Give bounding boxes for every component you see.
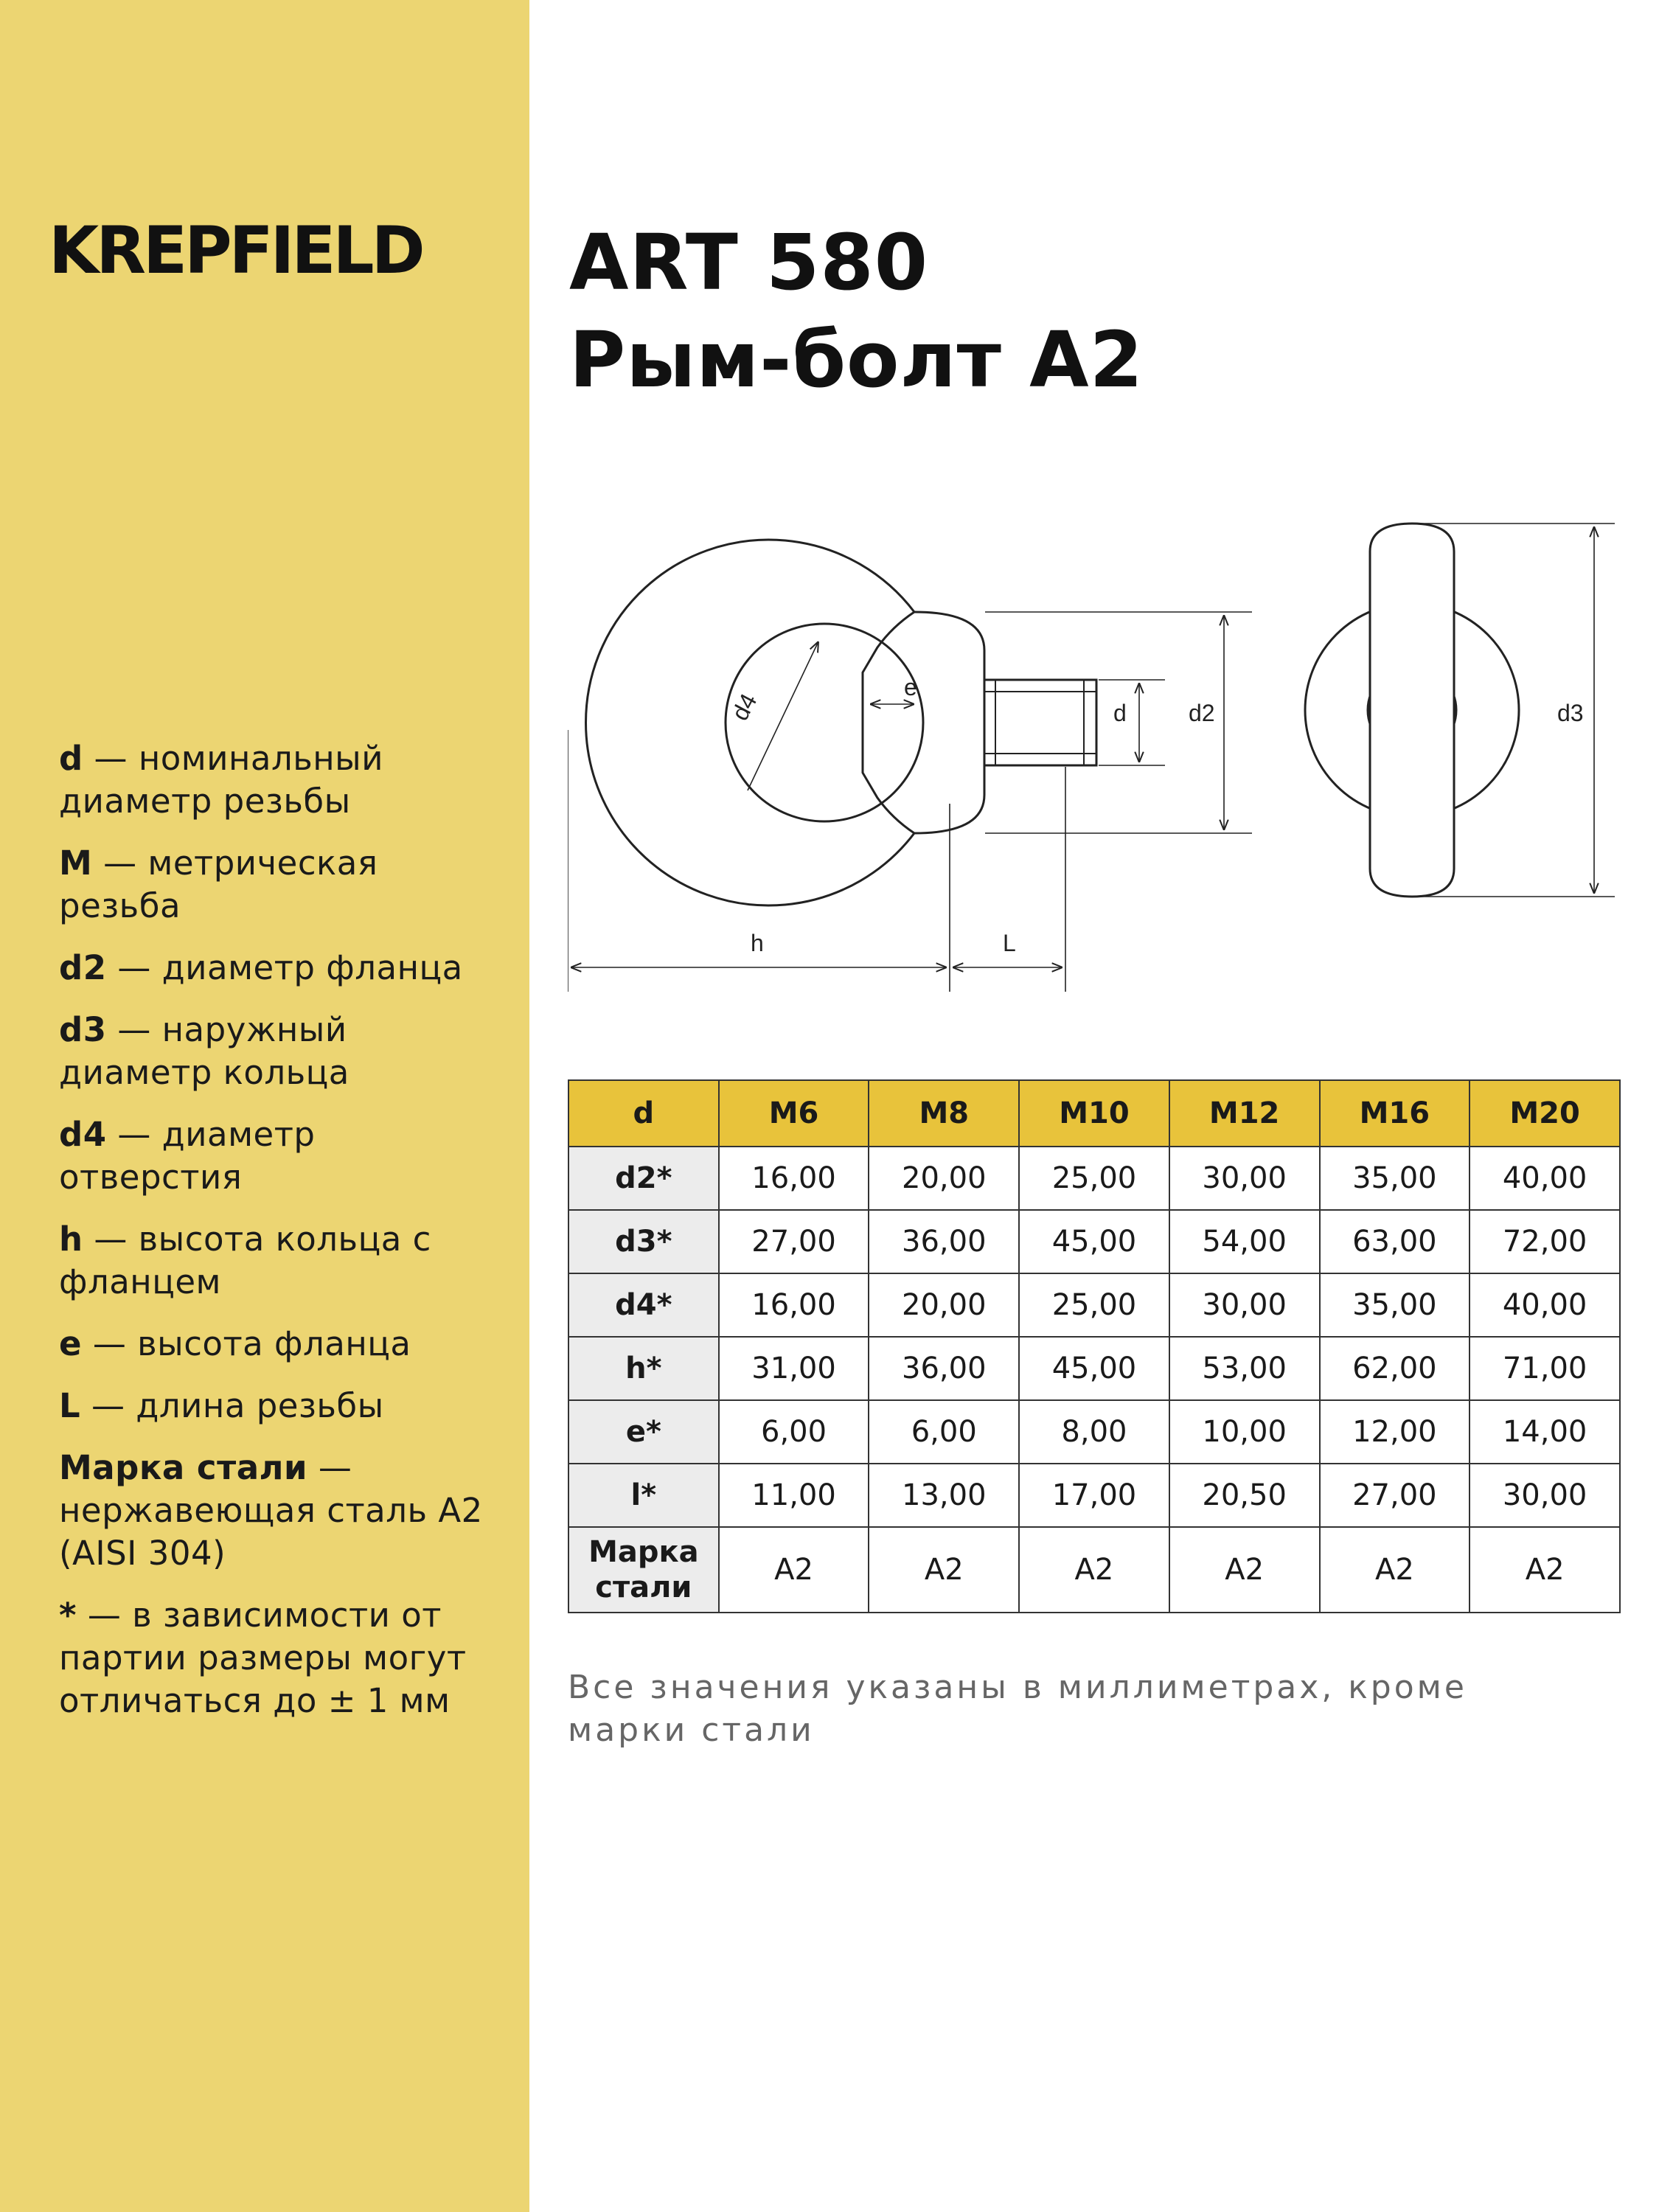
table-header-row <box>568 1080 1620 1147</box>
table-cell: 63,00 <box>1320 1210 1470 1273</box>
table-cell: 14,00 <box>1470 1400 1620 1464</box>
table-cell: 12,00 <box>1320 1400 1470 1464</box>
legend-item: d4 — диаметр отверстия <box>59 1115 316 1197</box>
table-cell: 11,00 <box>719 1464 869 1527</box>
label-d3: d3 <box>1557 700 1584 726</box>
table-cell: 20,00 <box>869 1273 1019 1337</box>
table-cell: 36,00 <box>869 1210 1019 1273</box>
legend-item: d3 — наружный диаметр кольца <box>59 1010 349 1092</box>
ring-hole <box>726 624 923 821</box>
header-cell: M10 <box>1019 1080 1169 1147</box>
header-cell: M20 <box>1470 1080 1620 1147</box>
table-cell: 27,00 <box>1320 1464 1470 1527</box>
table-row <box>568 1147 1620 1210</box>
legend-item: M — метрическая резьба <box>59 844 378 925</box>
spec-table <box>568 1079 1621 1613</box>
table-cell: 72,00 <box>1470 1210 1620 1273</box>
table-cell: 30,00 <box>1169 1273 1320 1337</box>
legend-item: L — длина резьбы <box>59 1386 384 1425</box>
row-header-cell: Марка стали <box>568 1527 719 1613</box>
table-cell: 45,00 <box>1019 1337 1169 1400</box>
legend-item: Марка стали — нержавеющая сталь A2 (AISI 304) <box>59 1448 483 1573</box>
table-row <box>568 1273 1620 1337</box>
table-cell: 36,00 <box>869 1337 1019 1400</box>
table-cell: 6,00 <box>719 1400 869 1464</box>
title-product: Рым-болт A2 <box>569 315 1144 405</box>
table-cell: 16,00 <box>719 1147 869 1210</box>
header-cell: d <box>568 1080 719 1147</box>
table-cell: 17,00 <box>1019 1464 1169 1527</box>
legend-item: d2 — диаметр фланца <box>59 948 463 987</box>
table-cell: 54,00 <box>1169 1210 1320 1273</box>
stud <box>984 680 1096 765</box>
label-e: e <box>904 674 917 700</box>
table-row <box>568 1527 1620 1613</box>
side-ring <box>1370 524 1454 897</box>
label-d: d <box>1113 700 1127 726</box>
table-cell: A2 <box>719 1527 869 1613</box>
page-title <box>569 214 1144 408</box>
label-d2: d2 <box>1189 700 1215 726</box>
table-cell: 20,50 <box>1169 1464 1320 1527</box>
table-cell: 35,00 <box>1320 1147 1470 1210</box>
row-header-cell: d4* <box>568 1273 719 1337</box>
units-note: Все значения указаны в миллиметрах, кроме марки стали <box>568 1669 1467 1749</box>
row-header-cell: l* <box>568 1464 719 1527</box>
legend-item: * — в зависимости от партии размеры могут отличаться до ± 1 мм <box>59 1596 467 1720</box>
table-row <box>568 1337 1620 1400</box>
table-cell: 27,00 <box>719 1210 869 1273</box>
table-cell: 16,00 <box>719 1273 869 1337</box>
table-cell: 31,00 <box>719 1337 869 1400</box>
legend-list <box>59 737 501 1742</box>
table-cell: 35,00 <box>1320 1273 1470 1337</box>
brand-logo: KREPFIELD <box>49 212 422 288</box>
legend-item: d — номинальный диаметр резьбы <box>59 739 383 821</box>
row-header-cell: h* <box>568 1337 719 1400</box>
table-cell: 30,00 <box>1470 1464 1620 1527</box>
table-cell: 40,00 <box>1470 1273 1620 1337</box>
table-cell: 71,00 <box>1470 1337 1620 1400</box>
table-cell: A2 <box>1470 1527 1620 1613</box>
label-L: L <box>1003 930 1016 956</box>
header-cell: M8 <box>869 1080 1019 1147</box>
legend-item: e — высота фланца <box>59 1324 411 1363</box>
table-cell: A2 <box>1320 1527 1470 1613</box>
table-cell: A2 <box>1019 1527 1169 1613</box>
table-cell: 8,00 <box>1019 1400 1169 1464</box>
row-header-cell: d2* <box>568 1147 719 1210</box>
table-cell: A2 <box>1169 1527 1320 1613</box>
table-cell: 20,00 <box>869 1147 1019 1210</box>
table-row <box>568 1400 1620 1464</box>
label-d4: d4 <box>726 689 762 725</box>
table-cell: 6,00 <box>869 1400 1019 1464</box>
table-cell: 40,00 <box>1470 1147 1620 1210</box>
flange-outline <box>914 612 984 833</box>
label-h: h <box>751 930 764 956</box>
sidebar-panel <box>0 0 529 2212</box>
table-cell: 13,00 <box>869 1464 1019 1527</box>
table-cell: 30,00 <box>1169 1147 1320 1210</box>
header-cell: M16 <box>1320 1080 1470 1147</box>
table-cell: 45,00 <box>1019 1210 1169 1273</box>
table-cell: 10,00 <box>1169 1400 1320 1464</box>
header-cell: M6 <box>719 1080 869 1147</box>
table-row <box>568 1464 1620 1527</box>
row-header-cell: d3* <box>568 1210 719 1273</box>
title-article: ART 580 <box>569 218 929 307</box>
header-cell: M12 <box>1169 1080 1320 1147</box>
table-cell: 62,00 <box>1320 1337 1470 1400</box>
table-cell: A2 <box>869 1527 1019 1613</box>
technical-drawing <box>568 516 1630 1003</box>
table-cell: 25,00 <box>1019 1273 1169 1337</box>
table-cell: 53,00 <box>1169 1337 1320 1400</box>
row-header-cell: e* <box>568 1400 719 1464</box>
table-cell: 25,00 <box>1019 1147 1169 1210</box>
legend-item: h — высота кольца с фланцем <box>59 1220 431 1301</box>
table-row <box>568 1210 1620 1273</box>
